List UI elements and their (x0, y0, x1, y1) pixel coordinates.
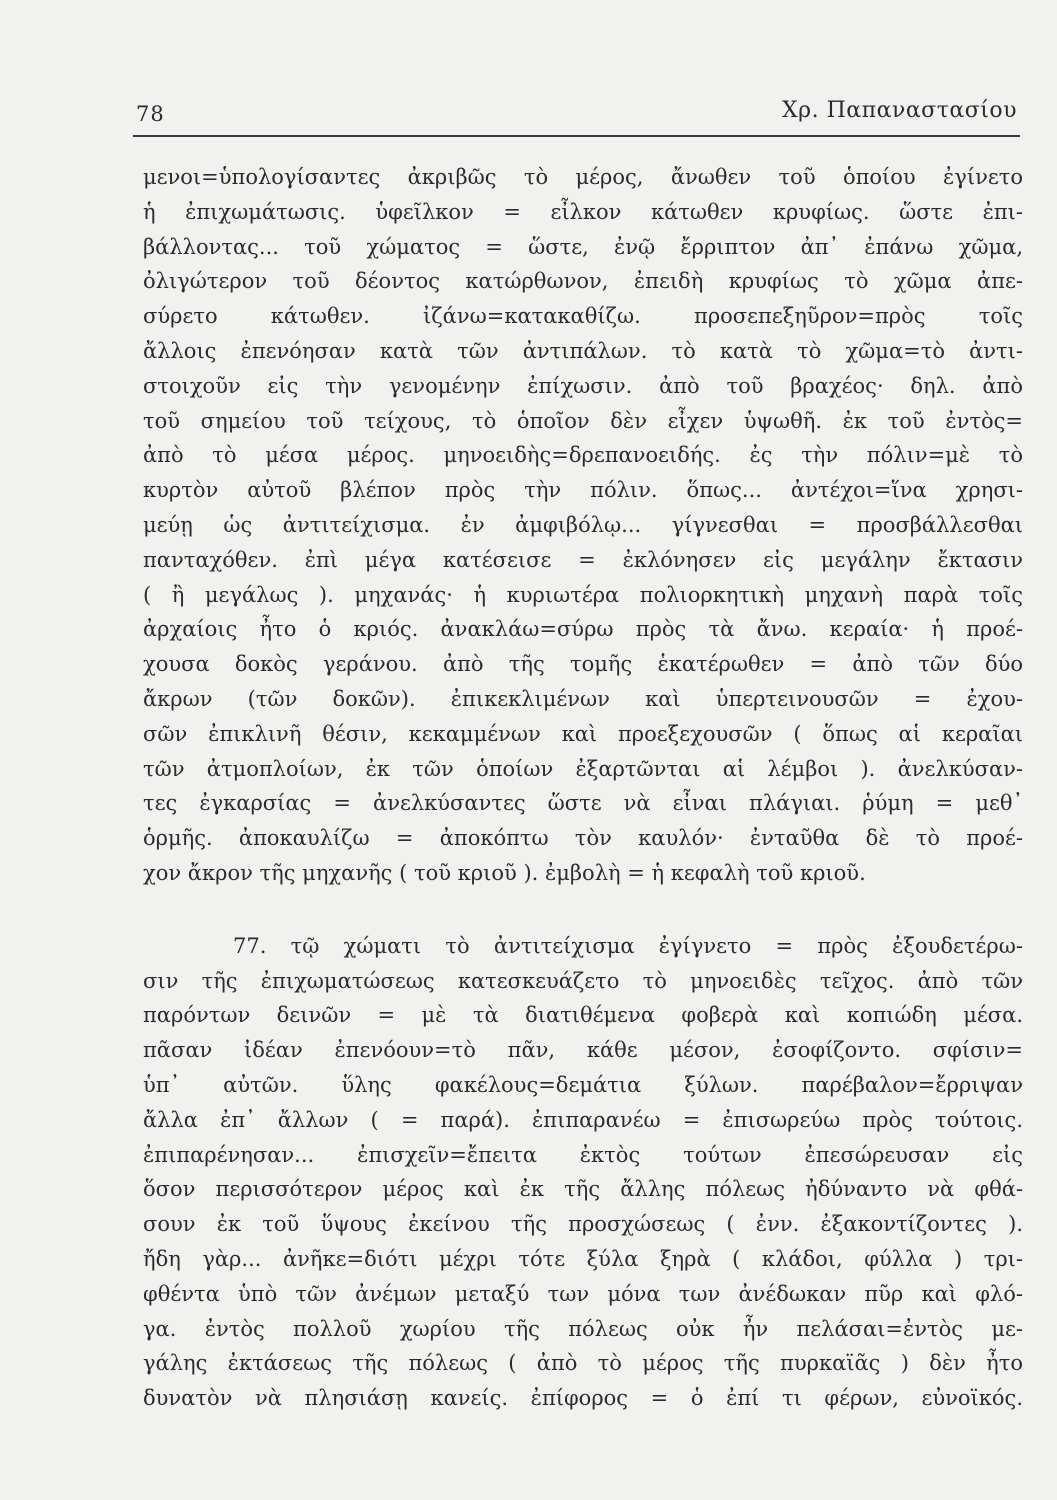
paragraph-1 (143, 160, 1023, 891)
text-line: ἡ ἐπιχωμάτωσις. ὑφεῖλκον = εἶλκον κάτωθεν κρυφίως. ὥστε ἐπι- (143, 199, 1023, 224)
text-line: ἀρχαίοις ἦτο ὁ κριός. ἀνακλάω=σύρω πρὸς τὰ ἄνω. κεραία· ἡ προέ- (143, 617, 1023, 642)
text-line: ἀπὸ τὸ μέσα μέρος. μηνοειδὴς=δρεπανοειδής. ἐς τὴν πόλιν=μὲ τὸ (143, 443, 1023, 468)
text-line: σῶν ἐπικλινῆ θέσιν, κεκαμμένων καὶ προεξεχουσῶν ( ὅπως αἱ κεραῖαι (143, 721, 1023, 746)
text-line: ὁρμῆς. ἀποκαυλίζω = ἀποκόπτω τὸν καυλόν· ἐνταῦθα δὲ τὸ προέ- (143, 826, 1023, 851)
text-line: κυρτὸν αὐτοῦ βλέπον πρὸς τὴν πόλιν. ὅπως... ἀντέχοι=ἵνα χρησι- (143, 478, 1023, 503)
text-line: ὑπ᾽ αὐτῶν. ὕλης φακέλους=δεμάτια ξύλων. παρέβαλον=ἔρριψαν (143, 1072, 1023, 1097)
text-line: ἄλλα ἐπ᾽ ἄλλων ( = παρά). ἐπιπαρανέω = ἐπισωρεύω πρὸς τούτοις. (143, 1107, 1023, 1132)
text-line: τοῦ σημείου τοῦ τείχους, τὸ ὁποῖον δὲν εἶχεν ὑψωθῆ. ἐκ τοῦ ἐντὸς= (143, 408, 1023, 433)
text-line: ὀλιγώτερον τοῦ δέοντος κατώρθωνον, ἐπειδὴ κρυφίως τὸ χῶμα ἀπε- (143, 269, 1023, 294)
body-text (143, 160, 1023, 1416)
text-line: χουσα δοκὸς γεράνου. ἀπὸ τῆς τομῆς ἑκατέρωθεν = ἀπὸ τῶν δύο (143, 652, 1023, 677)
header-rule (133, 135, 1020, 137)
text-line: τῶν ἀτμοπλοίων, ἐκ τῶν ὁποίων ἐξαρτῶνται αἱ λέμβοι ). ἀνελκύσαν- (143, 756, 1023, 781)
text-line: ὅσον περισσότερον μέρος καὶ ἐκ τῆς ἄλλης πόλεως ἠδύναντο νὰ φθά- (143, 1177, 1023, 1202)
text-line: σιν τῆς ἐπιχωματώσεως κατεσκευάζετο τὸ μηνοειδὲς τεῖχος. ἀπὸ τῶν (143, 968, 1023, 993)
text-line: παρόντων δεινῶν = μὲ τὰ διατιθέμενα φοβερὰ καὶ κοπιώδη μέσα. (143, 1003, 1023, 1028)
text-line: σύρετο κάτωθεν. ἰζάνω=κατακαθίζω. προσεπεξηῦρον=πρὸς τοῖς (143, 304, 1023, 329)
text-line: γάλης ἐκτάσεως τῆς πόλεως ( ἀπὸ τὸ μέρος τῆς πυρκαϊᾶς ) δὲν ἦτο (143, 1351, 1023, 1376)
text-line: ἄλλοις ἐπενόησαν κατὰ τῶν ἀντιπάλων. τὸ κατὰ τὸ χῶμα=τὸ ἀντι- (143, 338, 1023, 363)
text-line: χον ἄκρον τῆς μηχανῆς ( τοῦ κριοῦ ). ἐμβολὴ = ἡ κεφαλὴ τοῦ κριοῦ. (143, 860, 866, 885)
running-head: Χρ. Παπαναστασίου (782, 98, 1017, 123)
text-line: βάλλοντας... τοῦ χώματος = ὥστε, ἐνῷ ἔρριπτον ἀπ᾽ ἐπάνω χῶμα, (143, 234, 1023, 259)
paragraph-gap (143, 891, 1023, 929)
text-line: φθέντα ὑπὸ τῶν ἀνέμων μεταξύ των μόνα των ἀνέδωκαν πῦρ καὶ φλό- (143, 1281, 1023, 1306)
text-line: πανταχόθεν. ἐπὶ μέγα κατέσεισε = ἐκλόνησεν εἰς μεγάλην ἔκτασιν (143, 547, 1023, 572)
page-number: 78 (136, 102, 165, 126)
text-line: 77. τῷ χώματι τὸ ἀντιτείχισμα ἐγίγνετο = πρὸς ἐξουδετέρω- (233, 933, 1023, 958)
text-line: μεύῃ ὡς ἀντιτείχισμα. ἐν ἀμφιβόλῳ... γίγνεσθαι = προσβάλλεσθαι (143, 512, 1023, 537)
text-line: ἤδη γὰρ... ἀνῆκε=διότι μέχρι τότε ξύλα ξηρὰ ( κλάδοι, φύλλα ) τρι- (143, 1246, 1023, 1271)
text-line: δυνατὸν νὰ πλησιάσῃ κανείς. ἐπίφορος = ὁ ἐπί τι φέρων, εὐνοϊκός. (143, 1386, 1023, 1411)
text-line: μενοι=ὑπολογίσαντες ἀκριβῶς τὸ μέρος, ἄνωθεν τοῦ ὁποίου ἐγίνετο (143, 165, 1023, 189)
text-line: σουν ἐκ τοῦ ὕψους ἐκείνου τῆς προσχώσεως ( ἐνν. ἐξακοντίζοντες ). (143, 1212, 1023, 1237)
text-line: ἐπιπαρένησαν... ἐπισχεῖν=ἔπειτα ἐκτὸς τούτων ἐπεσώρευσαν εἰς (143, 1142, 1023, 1167)
text-line: πᾶσαν ἰδέαν ἐπενόουν=τὸ πᾶν, κάθε μέσον, ἐσοφίζοντο. σφίσιν= (143, 1038, 1023, 1063)
text-line: στοιχοῦν εἰς τὴν γενομένην ἐπίχωσιν. ἀπὸ τοῦ βραχέος· δηλ. ἀπὸ (143, 373, 1023, 398)
text-line: γα. ἐντὸς πολλοῦ χωρίου τῆς πόλεως οὐκ ἦν πελάσαι=ἐντὸς με- (143, 1316, 1023, 1341)
text-line: τες ἐγκαρσίας = ἀνελκύσαντες ὥστε νὰ εἶναι πλάγιαι. ῥύμη = μεθ᾽ (143, 791, 1023, 816)
text-line: ( ἢ μεγάλως ). μηχανάς· ἡ κυριωτέρα πολιορκητικὴ μηχανὴ παρὰ τοῖς (143, 582, 1023, 607)
text-line: ἄκρων (τῶν δοκῶν). ἐπικεκλιμένων καὶ ὑπερτεινουσῶν = ἐχου- (143, 686, 1023, 711)
paragraph-2 (143, 929, 1023, 1416)
